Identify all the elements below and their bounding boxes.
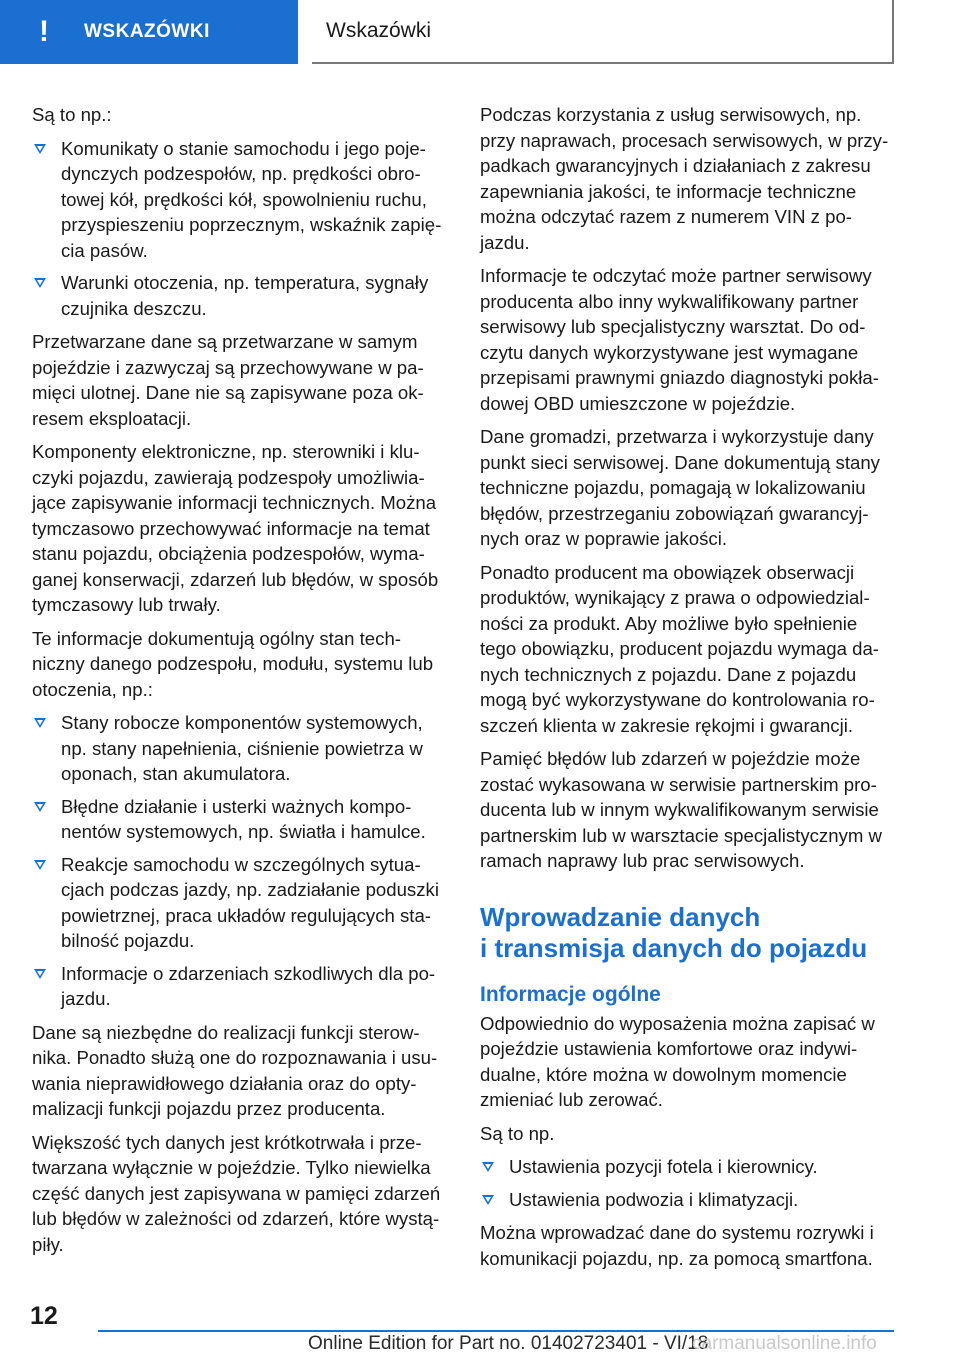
list-item: Reakcje samochodu w szczególnych sytua-cjach podczas jazdy, np. zadziałanie poduszki powietrznej, praca układów regulujących sta-bilność pojazdu. xyxy=(32,852,450,954)
paragraph: Komponenty elektroniczne, np. sterowniki i klu-czyki pojazdu, zawierają podzespoły umożliwia-jące zapisywanie informacji technicznych. Można tymczasowo przechowywać informacje na temat stanu pojazdu, obciążenia podzespołów, wyma-ganej konserwacji, zdarzeń lub błędów, w sposób tymczasowy lub trwały. xyxy=(32,441,439,615)
paragraph: Pamięć błędów lub zdarzeń w pojeździe może zostać wykasowana w serwisie partnerskim pro-ducenta lub w innym wykwalifikowanym serwisie partnerskim lub w warsztacie specjalistycznym w ramach naprawy lub prac serwisowych. xyxy=(480,748,882,871)
subsection-heading: Informacje ogólne xyxy=(480,982,661,1006)
page-title: Wskazówki xyxy=(312,0,894,64)
paragraph: Przetwarzane dane są przetwarzane w samym pojeździe i zazwyczaj są przechowywane w pa-mięci ulotnej. Dane nie są zapisywane poza ok-resem eksploatacji. xyxy=(32,331,424,429)
footer-divider xyxy=(98,1330,894,1332)
section-tab xyxy=(0,0,298,64)
list-item: Ustawienia podwozia i klimatyzacji. xyxy=(480,1187,898,1213)
exclamation-icon: ! xyxy=(39,15,49,48)
watermark: carmanualsonline.info xyxy=(692,1333,877,1354)
paragraph: Dane gromadzi, przetwarza i wykorzystuje dany punkt sieci serwisowej. Dane dokumentują stany techniczne pojazdu, pomagają w lokalizowaniu błędów, przestrzeganiu zobowiązań gwarancyj-nych oraz w poprawie jakości. xyxy=(480,426,880,549)
edition-text: Online Edition for Part no. 01402723401 - VI/18 xyxy=(308,1333,709,1354)
right-column xyxy=(480,102,898,1279)
paragraph: Odpowiednio do wyposażenia można zapisać w pojeździe ustawienia komfortowe oraz indywi-dualne, które można w dowolnym momencie zmieniać lub zerować. xyxy=(480,1012,875,1110)
paragraph: Ponadto producent ma obowiązek obserwacji produktów, wynikający z prawa o odpowiedzial-ności za produkt. Aby możliwe było spełnienie tego obowiązku, producent pojazdu wymaga da-nych technicznych z pojazdu. Dane z pojazdu mogą być wykorzystywane do kontrolowania ro-szczeń klienta w zakresie rękojmi i gwarancji. xyxy=(480,561,879,736)
triangle-bullet-icon xyxy=(482,1195,494,1205)
page-number: 12 xyxy=(30,1302,58,1330)
paragraph: Są to np.: xyxy=(32,104,112,125)
bullet-list xyxy=(32,136,450,322)
triangle-bullet-icon xyxy=(34,278,46,288)
list-item: Ustawienia pozycji fotela i kierownicy. xyxy=(480,1154,898,1180)
section-heading: Wprowadzanie danych i transmisja danych do pojazdu xyxy=(480,901,868,963)
paragraph: Podczas korzystania z usług serwisowych, np. przy naprawach, procesach serwisowych, w przy-padkach gwarancyjnych i działaniach z zakresu zapewniania jakości, te informacje techniczne można odczytać razem z numerem VIN z po-jazdu. xyxy=(480,104,889,253)
paragraph: Można wprowadzać dane do systemu rozrywki i komunikacji pojazdu, np. za pomocą smartfona. xyxy=(480,1222,874,1269)
paragraph: Są to np. xyxy=(480,1122,555,1144)
triangle-bullet-icon xyxy=(34,802,46,812)
list-item: Komunikaty o stanie samochodu i jego poje-dynczych podzespołów, np. prędkości obro-towej kół, prędkości kół, spowolnieniu ruchu, przyspieszeniu poprzecznym, wskaźnik zapię-cia pasów. xyxy=(32,136,450,264)
triangle-bullet-icon xyxy=(34,144,46,154)
bullet-list xyxy=(32,710,450,1012)
triangle-bullet-icon xyxy=(34,969,46,979)
list-item: Informacje o zdarzeniach szkodliwych dla po-jazdu. xyxy=(32,961,450,1012)
list-item: Błędne działanie i usterki ważnych kompo-nentów systemowych, np. światła i hamulce. xyxy=(32,794,450,845)
paragraph: Dane są niezbędne do realizacji funkcji sterow-nika. Ponadto służą one do rozpoznawania i usu-wania nieprawidłowego działania oraz do opty-malizacji funkcji pojazdu przez producenta. xyxy=(32,1021,438,1119)
section-label: WSKAZÓWKI xyxy=(84,21,210,42)
bullet-list xyxy=(480,1154,898,1212)
triangle-bullet-icon xyxy=(482,1162,494,1172)
list-item: Stany robocze komponentów systemowych, np. stany napełnienia, ciśnienie powietrza w oponach, stan akumulatora. xyxy=(32,710,450,787)
paragraph: Większość tych danych jest krótkotrwała i prze-twarzana wyłącznie w pojeździe. Tylko niewielka część danych jest zapisywana w pamięci zdarzeń lub błędów w zależności od zdarzeń, które wystą-piły. xyxy=(32,1131,441,1255)
left-column xyxy=(32,102,450,1265)
paragraph: Te informacje dokumentują ogólny stan tech-niczny danego podzespołu, modułu, systemu lub otoczenia, np.: xyxy=(32,627,434,700)
triangle-bullet-icon xyxy=(34,860,46,870)
list-item: Warunki otoczenia, np. temperatura, sygnały czujnika deszczu. xyxy=(32,270,450,321)
triangle-bullet-icon xyxy=(34,718,46,728)
paragraph: Informacje te odczytać może partner serwisowy producenta albo inny wykwalifikowany partner serwisowy lub specjalistyczny warsztat. Do od-czytu danych wykorzystywane jest wymagane przepisami prawnymi gniazdo diagnostyki pokła-dowej OBD umieszczone w pojeździe. xyxy=(480,265,879,414)
